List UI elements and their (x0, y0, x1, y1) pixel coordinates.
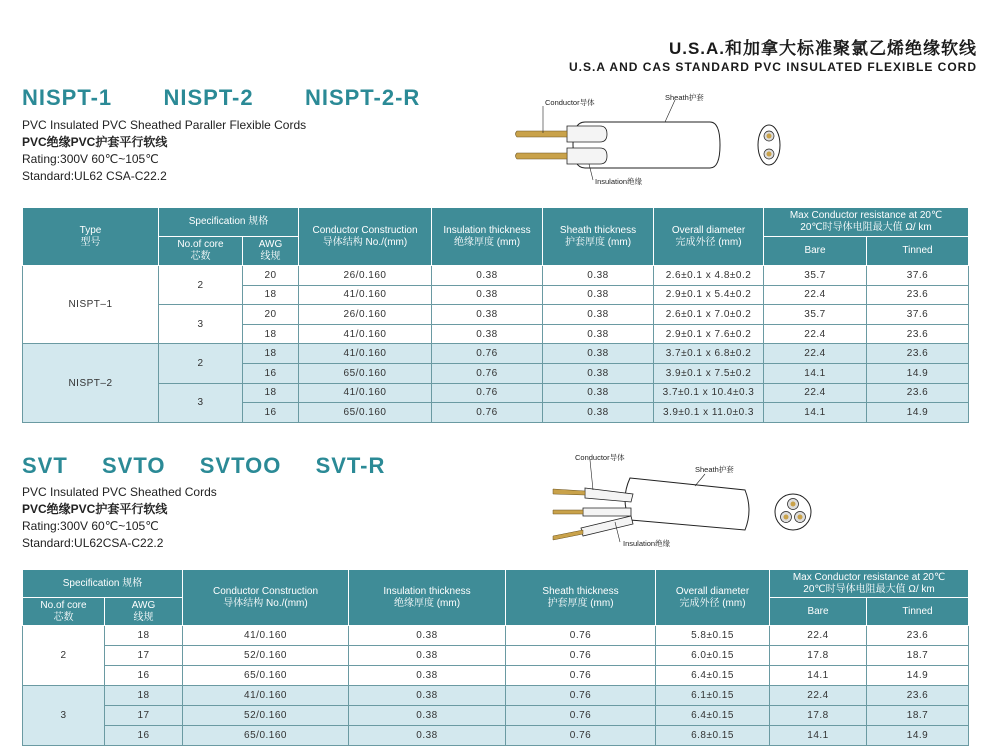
cell-tinned: 18.7 (867, 646, 969, 666)
header-cores: No.of core 芯数 (23, 598, 105, 626)
section1-desc-cn: PVC绝缘PVC护套平行软线 (22, 135, 168, 149)
cell-insulation: 0.38 (432, 285, 543, 305)
cell-tinned: 14.9 (867, 666, 969, 686)
section2-label-insulation: Insulation绝缘 (623, 539, 671, 548)
cell-insulation: 0.38 (432, 324, 543, 344)
cell-tinned: 23.6 (867, 626, 969, 646)
header-sheath: Sheath thickness 护套厚度 (mm) (543, 208, 654, 266)
cell-diameter: 6.4±0.15 (656, 706, 770, 726)
section1-label-sheath: Sheath护套 (665, 93, 704, 102)
table-row (23, 626, 969, 646)
header-specification: Specification 规格 (159, 208, 299, 237)
cell-cores: 3 (23, 686, 105, 746)
cell-sheath: 0.76 (506, 686, 656, 706)
table-row (23, 646, 969, 666)
table-row (23, 383, 969, 403)
cell-awg: 18 (243, 344, 299, 364)
cell-diameter: 2.9±0.1 x 7.6±0.2 (654, 324, 764, 344)
cell-diameter: 3.9±0.1 x 11.0±0.3 (654, 403, 764, 423)
cell-diameter: 2.9±0.1 x 5.4±0.2 (654, 285, 764, 305)
table-row (23, 344, 969, 364)
cell-insulation: 0.38 (432, 266, 543, 286)
cell-conductor: 65/0.160 (183, 726, 349, 746)
header-type: Type 型号 (23, 208, 159, 266)
cell-diameter: 6.4±0.15 (656, 666, 770, 686)
section1-label-conductor: Conductor导体 (545, 98, 595, 107)
cell-insulation: 0.76 (432, 383, 543, 403)
section2-standard: Standard:UL62CSA-C22.2 (22, 536, 164, 550)
table-row (23, 726, 969, 746)
header-bare: Bare (764, 237, 867, 266)
cell-awg: 20 (243, 305, 299, 325)
cell-bare: 22.4 (764, 344, 867, 364)
cell-bare: 22.4 (764, 383, 867, 403)
section2-sheath-leader (695, 474, 705, 486)
cell-insulation: 0.38 (349, 686, 506, 706)
header-specification: Specification 规格 (23, 570, 183, 598)
cell-sheath: 0.38 (543, 344, 654, 364)
cell-bare: 22.4 (764, 324, 867, 344)
cell-tinned: 14.9 (867, 726, 969, 746)
cell-tinned: 23.6 (867, 344, 969, 364)
cell-bare: 14.1 (770, 726, 867, 746)
cell-conductor: 65/0.160 (183, 666, 349, 686)
section1-desc-en: PVC Insulated PVC Sheathed Paraller Flexible Cords (22, 118, 307, 132)
cell-bare: 22.4 (764, 285, 867, 305)
section1-standard: Standard:UL62 CSA-C22.2 (22, 169, 167, 183)
cell-sheath: 0.76 (506, 726, 656, 746)
cell-cores: 2 (159, 344, 243, 383)
cell-diameter: 3.7±0.1 x 10.4±0.3 (654, 383, 764, 403)
cell-conductor: 41/0.160 (299, 344, 432, 364)
section2-label-conductor: Conductor导体 (575, 453, 625, 462)
header-awg: AWG 线规 (105, 598, 183, 626)
cell-sheath: 0.76 (506, 646, 656, 666)
cell-conductor: 41/0.160 (299, 324, 432, 344)
section2-description (22, 484, 217, 552)
section2-desc-en: PVC Insulated PVC Sheathed Cords (22, 485, 217, 499)
cell-bare: 17.8 (770, 706, 867, 726)
cell-insulation: 0.76 (432, 403, 543, 423)
cell-tinned: 23.6 (867, 285, 969, 305)
cell-insulation: 0.38 (349, 706, 506, 726)
cell-sheath: 0.38 (543, 403, 654, 423)
cell-conductor: 65/0.160 (299, 403, 432, 423)
header-cores: No.of core 芯数 (159, 237, 243, 266)
cell-awg: 18 (243, 285, 299, 305)
cell-bare: 35.7 (764, 266, 867, 286)
cell-tinned: 14.9 (867, 363, 969, 383)
section2-cable-diagram (545, 450, 815, 555)
cell-awg: 17 (105, 706, 183, 726)
header-diameter: Overall diameter 完成外径 (mm) (656, 570, 770, 626)
header-sheath: Sheath thickness 护套厚度 (mm) (506, 570, 656, 626)
table-row (23, 266, 969, 286)
cell-diameter: 5.8±0.15 (656, 626, 770, 646)
section1-title: NISPT-1 NISPT-2 NISPT-2-R (22, 85, 421, 110)
cell-cores: 2 (23, 626, 105, 686)
header-diameter: Overall diameter 完成外径 (mm) (654, 208, 764, 266)
table-row (23, 305, 969, 325)
cell-diameter: 3.9±0.1 x 7.5±0.2 (654, 363, 764, 383)
header-bare: Bare (770, 598, 867, 626)
section1-label-insulation: Insulation绝缘 (595, 177, 643, 186)
cell-sheath: 0.38 (543, 383, 654, 403)
cell-diameter: 3.7±0.1 x 6.8±0.2 (654, 344, 764, 364)
table-row (23, 706, 969, 726)
header-conductor: Conductor Construction 导体结构 No./(mm) (299, 208, 432, 266)
cell-insulation: 0.38 (349, 646, 506, 666)
table-row (23, 686, 969, 706)
cell-awg: 16 (105, 726, 183, 746)
cell-bare: 22.4 (770, 626, 867, 646)
cell-conductor: 41/0.160 (299, 285, 432, 305)
cell-sheath: 0.76 (506, 706, 656, 726)
cell-cores: 2 (159, 266, 243, 305)
cell-type: NISPT–1 (23, 266, 159, 344)
cell-sheath: 0.38 (543, 324, 654, 344)
cell-awg: 17 (105, 646, 183, 666)
cell-conductor: 65/0.160 (299, 363, 432, 383)
cell-awg: 20 (243, 266, 299, 286)
cell-diameter: 2.6±0.1 x 4.8±0.2 (654, 266, 764, 286)
cell-insulation: 0.38 (349, 666, 506, 686)
cell-cores: 3 (159, 383, 243, 422)
cell-awg: 18 (105, 626, 183, 646)
cell-awg: 18 (243, 324, 299, 344)
cell-insulation: 0.38 (349, 726, 506, 746)
table-row (23, 666, 969, 686)
cell-conductor: 41/0.160 (183, 686, 349, 706)
cell-bare: 22.4 (770, 686, 867, 706)
section1-description (22, 117, 306, 185)
cell-sheath: 0.38 (543, 266, 654, 286)
cell-tinned: 14.9 (867, 403, 969, 423)
cell-cores: 3 (159, 305, 243, 344)
header-title-en: U.S.A AND CAS STANDARD PVC INSULATED FLEXIBLE CORD (568, 60, 977, 74)
cell-awg: 16 (243, 363, 299, 383)
header-resistance: Max Conductor resistance at 20℃ 20℃时导体电阻最大值 Ω/ km (764, 208, 969, 237)
cell-conductor: 41/0.160 (299, 383, 432, 403)
section2-title: SVT SVTO SVTOO SVT-R (22, 453, 386, 478)
cell-diameter: 2.6±0.1 x 7.0±0.2 (654, 305, 764, 325)
cell-bare: 35.7 (764, 305, 867, 325)
cell-diameter: 6.8±0.15 (656, 726, 770, 746)
cell-diameter: 6.1±0.15 (656, 686, 770, 706)
header-title-cn: U.S.A.和加拿大标准聚氯乙烯绝缘软线 (668, 39, 977, 58)
cell-bare: 14.1 (764, 403, 867, 423)
cell-conductor: 52/0.160 (183, 646, 349, 666)
cell-tinned: 37.6 (867, 266, 969, 286)
cell-tinned: 18.7 (867, 706, 969, 726)
cell-bare: 17.8 (770, 646, 867, 666)
cell-bare: 14.1 (764, 363, 867, 383)
cell-tinned: 23.6 (867, 686, 969, 706)
section1-spec-table (22, 207, 969, 423)
header-insulation: Insulation thickness 绝缘厚度 (mm) (432, 208, 543, 266)
cell-conductor: 41/0.160 (183, 626, 349, 646)
section2-desc-cn: PVC绝缘PVC护套平行软线 (22, 502, 168, 516)
cell-bare: 14.1 (770, 666, 867, 686)
header-awg: AWG 线规 (243, 237, 299, 266)
cell-sheath: 0.76 (506, 626, 656, 646)
cell-tinned: 37.6 (867, 305, 969, 325)
cell-tinned: 23.6 (867, 324, 969, 344)
cell-sheath: 0.38 (543, 363, 654, 383)
cell-awg: 18 (105, 686, 183, 706)
section2-rating: Rating:300V 60℃~105℃ (22, 519, 159, 533)
section1-cable-diagram (505, 88, 795, 193)
cell-sheath: 0.38 (543, 285, 654, 305)
cell-awg: 18 (243, 383, 299, 403)
cell-conductor: 26/0.160 (299, 305, 432, 325)
cell-sheath: 0.76 (506, 666, 656, 686)
cell-tinned: 23.6 (867, 383, 969, 403)
cell-insulation: 0.76 (432, 363, 543, 383)
section2-conductor-leader (590, 460, 593, 490)
cell-type: NISPT–2 (23, 344, 159, 422)
section1-rating: Rating:300V 60℃~105℃ (22, 152, 159, 166)
cell-insulation: 0.76 (432, 344, 543, 364)
section1-sheath-leader (665, 100, 675, 122)
cell-awg: 16 (105, 666, 183, 686)
header-tinned: Tinned (867, 237, 969, 266)
section2-label-sheath: Sheath护套 (695, 465, 734, 474)
header-resistance: Max Conductor resistance at 20℃ 20℃时导体电阻最大值 Ω/ km (770, 570, 969, 598)
section2-spec-table (22, 569, 969, 746)
cell-sheath: 0.38 (543, 305, 654, 325)
cell-insulation: 0.38 (349, 626, 506, 646)
cell-awg: 16 (243, 403, 299, 423)
cell-diameter: 6.0±0.15 (656, 646, 770, 666)
header-tinned: Tinned (867, 598, 969, 626)
cell-insulation: 0.38 (432, 305, 543, 325)
cell-conductor: 52/0.160 (183, 706, 349, 726)
header-insulation: Insulation thickness 绝缘厚度 (mm) (349, 570, 506, 626)
header-conductor: Conductor Construction 导体结构 No./(mm) (183, 570, 349, 626)
cell-conductor: 26/0.160 (299, 266, 432, 286)
